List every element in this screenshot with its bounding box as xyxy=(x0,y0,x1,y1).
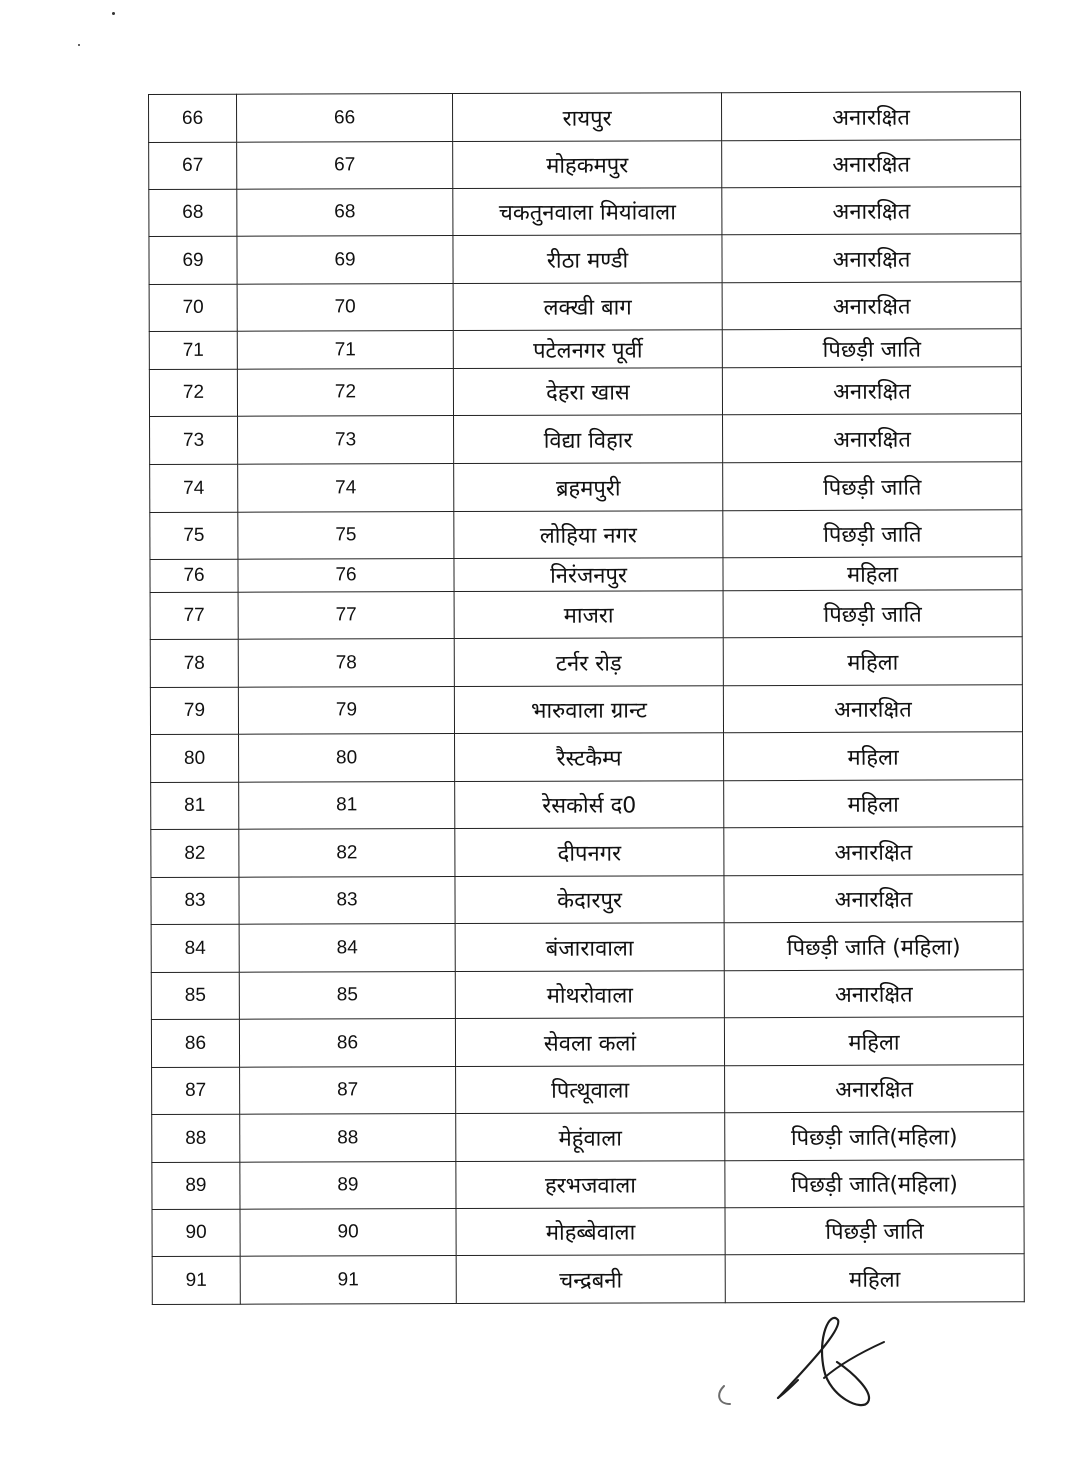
ward-name-cell: रेसकोर्स द0 xyxy=(455,781,724,829)
serial-number-cell: 68 xyxy=(149,189,237,236)
table-row xyxy=(149,367,1021,417)
ward-name-cell: विद्या विहार xyxy=(454,415,723,464)
reservation-category-cell: अनारक्षित xyxy=(724,875,1023,923)
serial-number-cell: 66 xyxy=(149,94,237,142)
table-row xyxy=(150,590,1022,640)
serial-number-cell: 76 xyxy=(150,559,238,592)
reservation-category-cell: अनारक्षित xyxy=(723,414,1022,463)
serial-number-cell: 73 xyxy=(150,416,238,464)
serial-number-cell: 82 xyxy=(151,829,239,877)
ward-number-cell: 74 xyxy=(238,464,454,513)
serial-number-cell: 86 xyxy=(151,1019,239,1067)
serial-number-cell: 70 xyxy=(149,284,237,331)
table-row xyxy=(152,1065,1024,1115)
reservation-category-cell: पिछड़ी जाति xyxy=(723,510,1022,558)
reservation-category-cell: अनारक्षित xyxy=(724,970,1023,1018)
table-row xyxy=(152,1112,1024,1163)
reservation-category-cell: अनारक्षित xyxy=(722,187,1021,235)
table-row xyxy=(151,875,1023,925)
ward-name-cell: टर्नर रोड़ xyxy=(454,638,723,687)
ward-number-cell: 86 xyxy=(239,1019,455,1068)
ward-number-cell: 79 xyxy=(238,687,454,735)
ward-name-cell: मोहब्बेवाला xyxy=(456,1208,725,1256)
ward-name-cell: रैस्टकैम्प xyxy=(455,733,724,782)
reservation-category-cell: महिला xyxy=(724,780,1023,828)
table-row xyxy=(151,970,1023,1020)
ward-number-cell: 80 xyxy=(239,734,455,783)
table-row xyxy=(150,685,1022,735)
reservation-category-cell: पिछड़ी जाति(महिला) xyxy=(725,1160,1024,1208)
serial-number-cell: 89 xyxy=(152,1162,240,1209)
reservation-category-cell: पिछड़ी जाति xyxy=(725,1207,1024,1255)
ward-number-cell: 72 xyxy=(237,369,453,417)
ward-name-cell: रीठा मण्डी xyxy=(453,235,722,284)
serial-number-cell: 79 xyxy=(150,687,238,734)
reservation-category-cell: पिछड़ी जाति xyxy=(722,329,1021,368)
ward-name-cell: ब्रहमपुरी xyxy=(454,463,723,512)
reservation-category-cell: अनारक्षित xyxy=(721,92,1020,141)
ward-number-cell: 76 xyxy=(238,559,454,593)
ward-name-cell: हरभजवाला xyxy=(456,1161,725,1209)
reservation-category-cell: महिला xyxy=(724,732,1023,781)
reservation-category-cell: महिला xyxy=(723,637,1022,686)
ward-number-cell: 84 xyxy=(239,924,455,973)
ward-number-cell: 83 xyxy=(239,877,455,925)
serial-number-cell: 67 xyxy=(149,142,237,189)
table-row xyxy=(150,637,1022,688)
reservation-category-cell: अनारक्षित xyxy=(722,282,1021,330)
table-row xyxy=(151,922,1023,973)
reservation-category-cell: अनारक्षित xyxy=(722,234,1021,283)
table-row xyxy=(150,557,1022,593)
table-row xyxy=(152,1207,1024,1257)
ward-number-cell: 68 xyxy=(237,189,453,237)
serial-number-cell: 72 xyxy=(149,369,237,416)
table-row xyxy=(152,1160,1024,1210)
ward-number-cell: 78 xyxy=(238,639,454,688)
table-row xyxy=(151,827,1023,878)
ward-number-cell: 91 xyxy=(240,1256,456,1305)
serial-number-cell: 75 xyxy=(150,512,238,559)
ward-name-cell: निरंजनपुर xyxy=(454,558,723,592)
ward-name-cell: सेवला कलां xyxy=(455,1018,724,1067)
ward-name-cell: पटेलनगर पूर्वी xyxy=(453,330,722,369)
reservation-category-cell: महिला xyxy=(723,557,1022,591)
ward-number-cell: 87 xyxy=(240,1067,456,1115)
reservation-category-cell: अनारक्षित xyxy=(725,1065,1024,1113)
ward-number-cell: 85 xyxy=(239,972,455,1020)
serial-number-cell: 71 xyxy=(149,331,237,369)
reservation-category-cell: महिला xyxy=(724,1017,1023,1066)
ward-name-cell: दीपनगर xyxy=(455,828,724,877)
ward-number-cell: 89 xyxy=(240,1162,456,1210)
serial-number-cell: 81 xyxy=(151,782,239,829)
serial-number-cell: 90 xyxy=(152,1209,240,1256)
table-row xyxy=(149,187,1021,237)
ward-name-cell: मोहकमपुर xyxy=(453,141,722,189)
ward-name-cell: रायपुर xyxy=(453,93,722,142)
ward-name-cell: केदारपुर xyxy=(455,876,724,924)
ward-name-cell: माजरा xyxy=(454,591,723,639)
ward-number-cell: 88 xyxy=(240,1114,456,1163)
serial-number-cell: 84 xyxy=(151,924,239,972)
reservation-category-cell: पिछड़ी जाति xyxy=(723,590,1022,638)
table-row xyxy=(149,234,1021,285)
ward-number-cell: 66 xyxy=(237,94,453,143)
reservation-category-cell: पिछड़ी जाति(महिला) xyxy=(725,1112,1024,1161)
table-row xyxy=(150,510,1022,560)
ward-reservation-table xyxy=(148,91,1025,1305)
serial-number-cell: 80 xyxy=(151,734,239,782)
ward-number-cell: 67 xyxy=(237,142,453,190)
ward-number-cell: 70 xyxy=(237,284,453,332)
table-body xyxy=(149,92,1025,1305)
serial-number-cell: 83 xyxy=(151,877,239,924)
ward-name-cell: चन्द्रबनी xyxy=(456,1255,725,1304)
reservation-category-cell: अनारक्षित xyxy=(724,827,1023,876)
serial-number-cell: 77 xyxy=(150,592,238,639)
ward-number-cell: 81 xyxy=(239,782,455,830)
table-row xyxy=(149,92,1021,143)
ward-name-cell: भारुवाला ग्रान्ट xyxy=(454,686,723,734)
ward-number-cell: 71 xyxy=(237,331,453,370)
table-row xyxy=(150,414,1022,465)
scan-speck xyxy=(78,44,80,46)
ward-number-cell: 82 xyxy=(239,829,455,878)
table-row xyxy=(149,140,1021,190)
ward-number-cell: 75 xyxy=(238,512,454,560)
table-row xyxy=(150,462,1022,513)
ward-name-cell: मेहूंवाला xyxy=(456,1113,725,1162)
serial-number-cell: 87 xyxy=(152,1067,240,1114)
reservation-category-cell: अनारक्षित xyxy=(722,367,1021,415)
ward-number-cell: 90 xyxy=(240,1209,456,1257)
reservation-category-cell: अनारक्षित xyxy=(723,685,1022,733)
ward-number-cell: 77 xyxy=(238,592,454,640)
signature xyxy=(712,1312,902,1432)
table-row xyxy=(151,732,1023,783)
ward-name-cell: मोथरोवाला xyxy=(455,971,724,1019)
ward-name-cell: बंजारावाला xyxy=(455,923,724,972)
table-row xyxy=(149,329,1021,370)
serial-number-cell: 78 xyxy=(150,639,238,687)
reservation-category-cell: पिछड़ी जाति xyxy=(723,462,1022,511)
serial-number-cell: 74 xyxy=(150,464,238,512)
ward-name-cell: देहरा खास xyxy=(453,368,722,416)
serial-number-cell: 88 xyxy=(152,1114,240,1162)
ward-name-cell: चकतुनवाला मियांवाला xyxy=(453,188,722,236)
serial-number-cell: 91 xyxy=(152,1256,240,1304)
serial-number-cell: 85 xyxy=(151,972,239,1019)
reservation-category-cell: महिला xyxy=(725,1254,1024,1303)
ward-name-cell: पित्थूवाला xyxy=(456,1066,725,1114)
reservation-category-cell: पिछड़ी जाति (महिला) xyxy=(724,922,1023,971)
table-row xyxy=(151,780,1023,830)
ward-name-cell: लोहिया नगर xyxy=(454,511,723,559)
serial-number-cell: 69 xyxy=(149,236,237,284)
scan-speck xyxy=(112,12,115,15)
table-row xyxy=(151,1017,1023,1068)
ward-number-cell: 69 xyxy=(237,236,453,285)
table-row xyxy=(149,282,1021,332)
ward-name-cell: लक्खी बाग xyxy=(453,283,722,331)
reservation-category-cell: अनारक्षित xyxy=(722,140,1021,188)
table-row xyxy=(152,1254,1024,1305)
ward-number-cell: 73 xyxy=(238,416,454,465)
